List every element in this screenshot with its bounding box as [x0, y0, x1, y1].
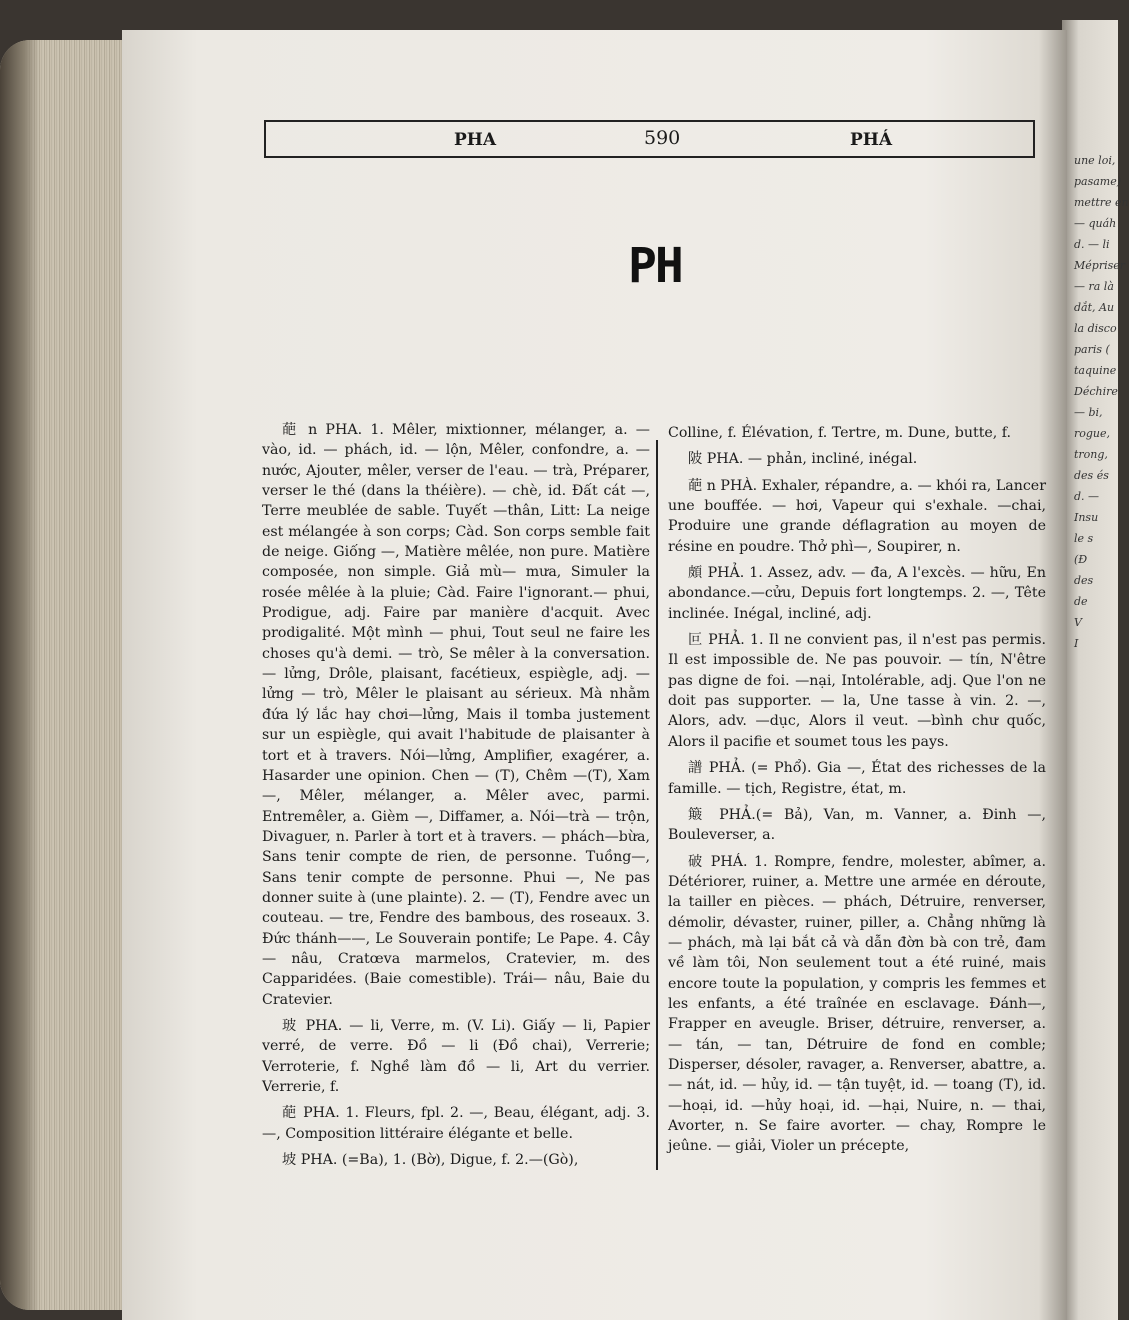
entry-pha-rompre: 破 PHÁ. 1. Rompre, fendre, molester, abîmer, a. Détériorer, ruiner, a. Mettre une armée en déroute, la tailler en pièces. — phách, Détruire, renverser, démolir, dévaster, ruiner, piller, a. Chẳng những là — phách, mà lại bắt cả và dẫn đờn bà con trẻ, đam về làm tôi, Non seulement tout a été ruiné, mais encore toute la population, y compris les femmes et les enfants, a été traînée en esclavage. Đánh—, Frapper en aveugle. Briser, détruire, renverser, a. — tán, — tan, Détruire de fond en comble; Disperser, désoler, ravager, a. Renverser, abattre, a. — nát, id. — hủy, id. — tận tuyệt, id. — toang (T), id. —hoại, id. —hủy hoại, id. —hại, Nuire, n. — thai, Avorter, n. Se faire avorter. — chay, Rompre le jeûne. — giải, Violer un précepte,: [668, 853, 1046, 1155]
spine-shadow: [0, 40, 40, 1310]
section-title: PH: [628, 238, 682, 294]
next-page-edge: [1062, 20, 1129, 1320]
entry-continuation: Colline, f. Élévation, f. Tertre, m. Dune, butte, f.: [668, 425, 1012, 441]
column-divider: [656, 440, 658, 1170]
entry-pha-assez: 頗 PHẢ. 1. Assez, adv. — đa, A l'excès. — hữu, En abondance.—cửu, Depuis fort longtemps. 2. —, Tête inclinée. Inégal, incliné, adj.: [668, 565, 1046, 622]
header-right-word: PHÁ: [850, 130, 893, 150]
entry-pha-exhaler: 葩 n PHÀ. Exhaler, répandre, a. — khói ra, Lancer une bouffée. — hơi, Vapeur qui s'exhale. —chai, Produire une grande déflagration au moyen de résine en poudre. Thở phì—, Soupirer, n.: [668, 477, 1046, 555]
entry-pha-incline: 陂 PHA. — phản, incliné, inégal.: [688, 451, 918, 468]
right-column: [668, 423, 1046, 1157]
running-header: [264, 120, 1035, 158]
entry-pha-digue: 坡 PHA. (=Ba), 1. (Bờ), Digue, f. 2.—(Gò),: [282, 1152, 579, 1169]
entry-pha-richesses: 譜 PHẢ. (= Phổ). Gia —, État des richesses de la famille. — tịch, Registre, état, m.: [668, 760, 1046, 797]
next-page-fragment: une loi, pasame) mettre en — quáh d. — li Mépriser — ra là dắt, Au la disco paris ( taquine Déchire — bi, rogue, trong, des és d. — Insu le s (Đ des de V I: [1074, 154, 1129, 650]
entry-pha-convient: 叵 PHẢ. 1. Il ne convient pas, il n'est pas permis. Il est impossible de. Ne pas pouvoir. — tín, N'être pas digne de foi. —nại, Intolérable, adj. Que l'on ne doit pas supporter. — la, Une tasse à vin. 2. —, Alors, adv. —dục, Alors il veut. —bình chư quốc, Alors il pacifie et soumet tous les pays.: [668, 632, 1046, 750]
entry-pha-van: 簸 PHẢ.(= Bả), Van, m. Vanner, a. Đinh —, Bouleverser, a.: [668, 806, 1046, 844]
left-column: [262, 420, 650, 1170]
entry-pha-glass: 玻 PHA. — li, Verre, m. (V. Li). Giấy — li, Papier verré, de verre. Đồ — li (Đồ chai), Verrerie; Verroterie, f. Nghề làm đồ — li, Art du verrier. Verrerie, f.: [262, 1017, 650, 1095]
header-left-word: PHA: [454, 130, 497, 150]
entry-pha-1: 葩 n PHA. 1. Mêler, mixtionner, mélanger, a. — vào, id. — phách, id. — lộn, Mêler, confondre, a. — nước, Ajouter, mêler, verser de l'eau. — trà, Préparer, verser le thé (dans la théière). — chè, id. Đất cát —, Terre meublée de sable. Tuyết —thân, Litt: La neige est mélangée à son corps; Càd. Son corps semble fait de neige. Giống —, Matière mêlée, non pure. Matière composée, non simple. Giả mù— mưa, Simuler la rosée mêlée à la pluie; Càd. Faire l'ignorant.— phui, Prodigue, adj. Faire par manière d'acquit. Avec prodigalité. Một mình — phui, Tout seul ne faire les choses qu'à demi. — trò, Se mêler à la conversation. — lửng, Drôle, plaisant, facétieux, espiègle, adj. — lửng — trò, Mêler le plaisant au sérieux. Mà nhằm đứa lý lắc hay chơi—lửng, Mais il tomba justement sur un espiègle, qui avait l'habitude de plaisanter à tort et à travers. Nói—lửng, Amplifier, exagérer, a. Hasarder une opinion. Chen — (T), Chêm —(T), Xam —, Mêler, mélanger, a. Mêler avec, parmi. Entremêler, a. Gièm —, Diffamer, a. Nói—trà — trộn, Divaguer, n. Parler à tort et à travers. — phách—bừa, Sans tenir compte de rien, de personne. Tuồng—, Sans tenir compte de personne. Phui —, Ne pas donner suite à (une plainte). 2. — (T), Fendre avec un couteau. — tre, Fendre des bambous, des roseaux. 3. Đức thánh——, Le Souverain pontife; Le Pape. 4. Cây — nâu, Cratœva marmelos, Cratevier, m. des Capparidées. (Baie comestible). Trái— nâu, Baie du Cratevier.: [262, 422, 650, 1008]
page-number: 590: [644, 127, 681, 149]
entry-pha-flowers: 葩 PHA. 1. Fleurs, fpl. 2. —, Beau, élégant, adj. 3. —, Composition littéraire élégante et belle.: [262, 1105, 650, 1142]
